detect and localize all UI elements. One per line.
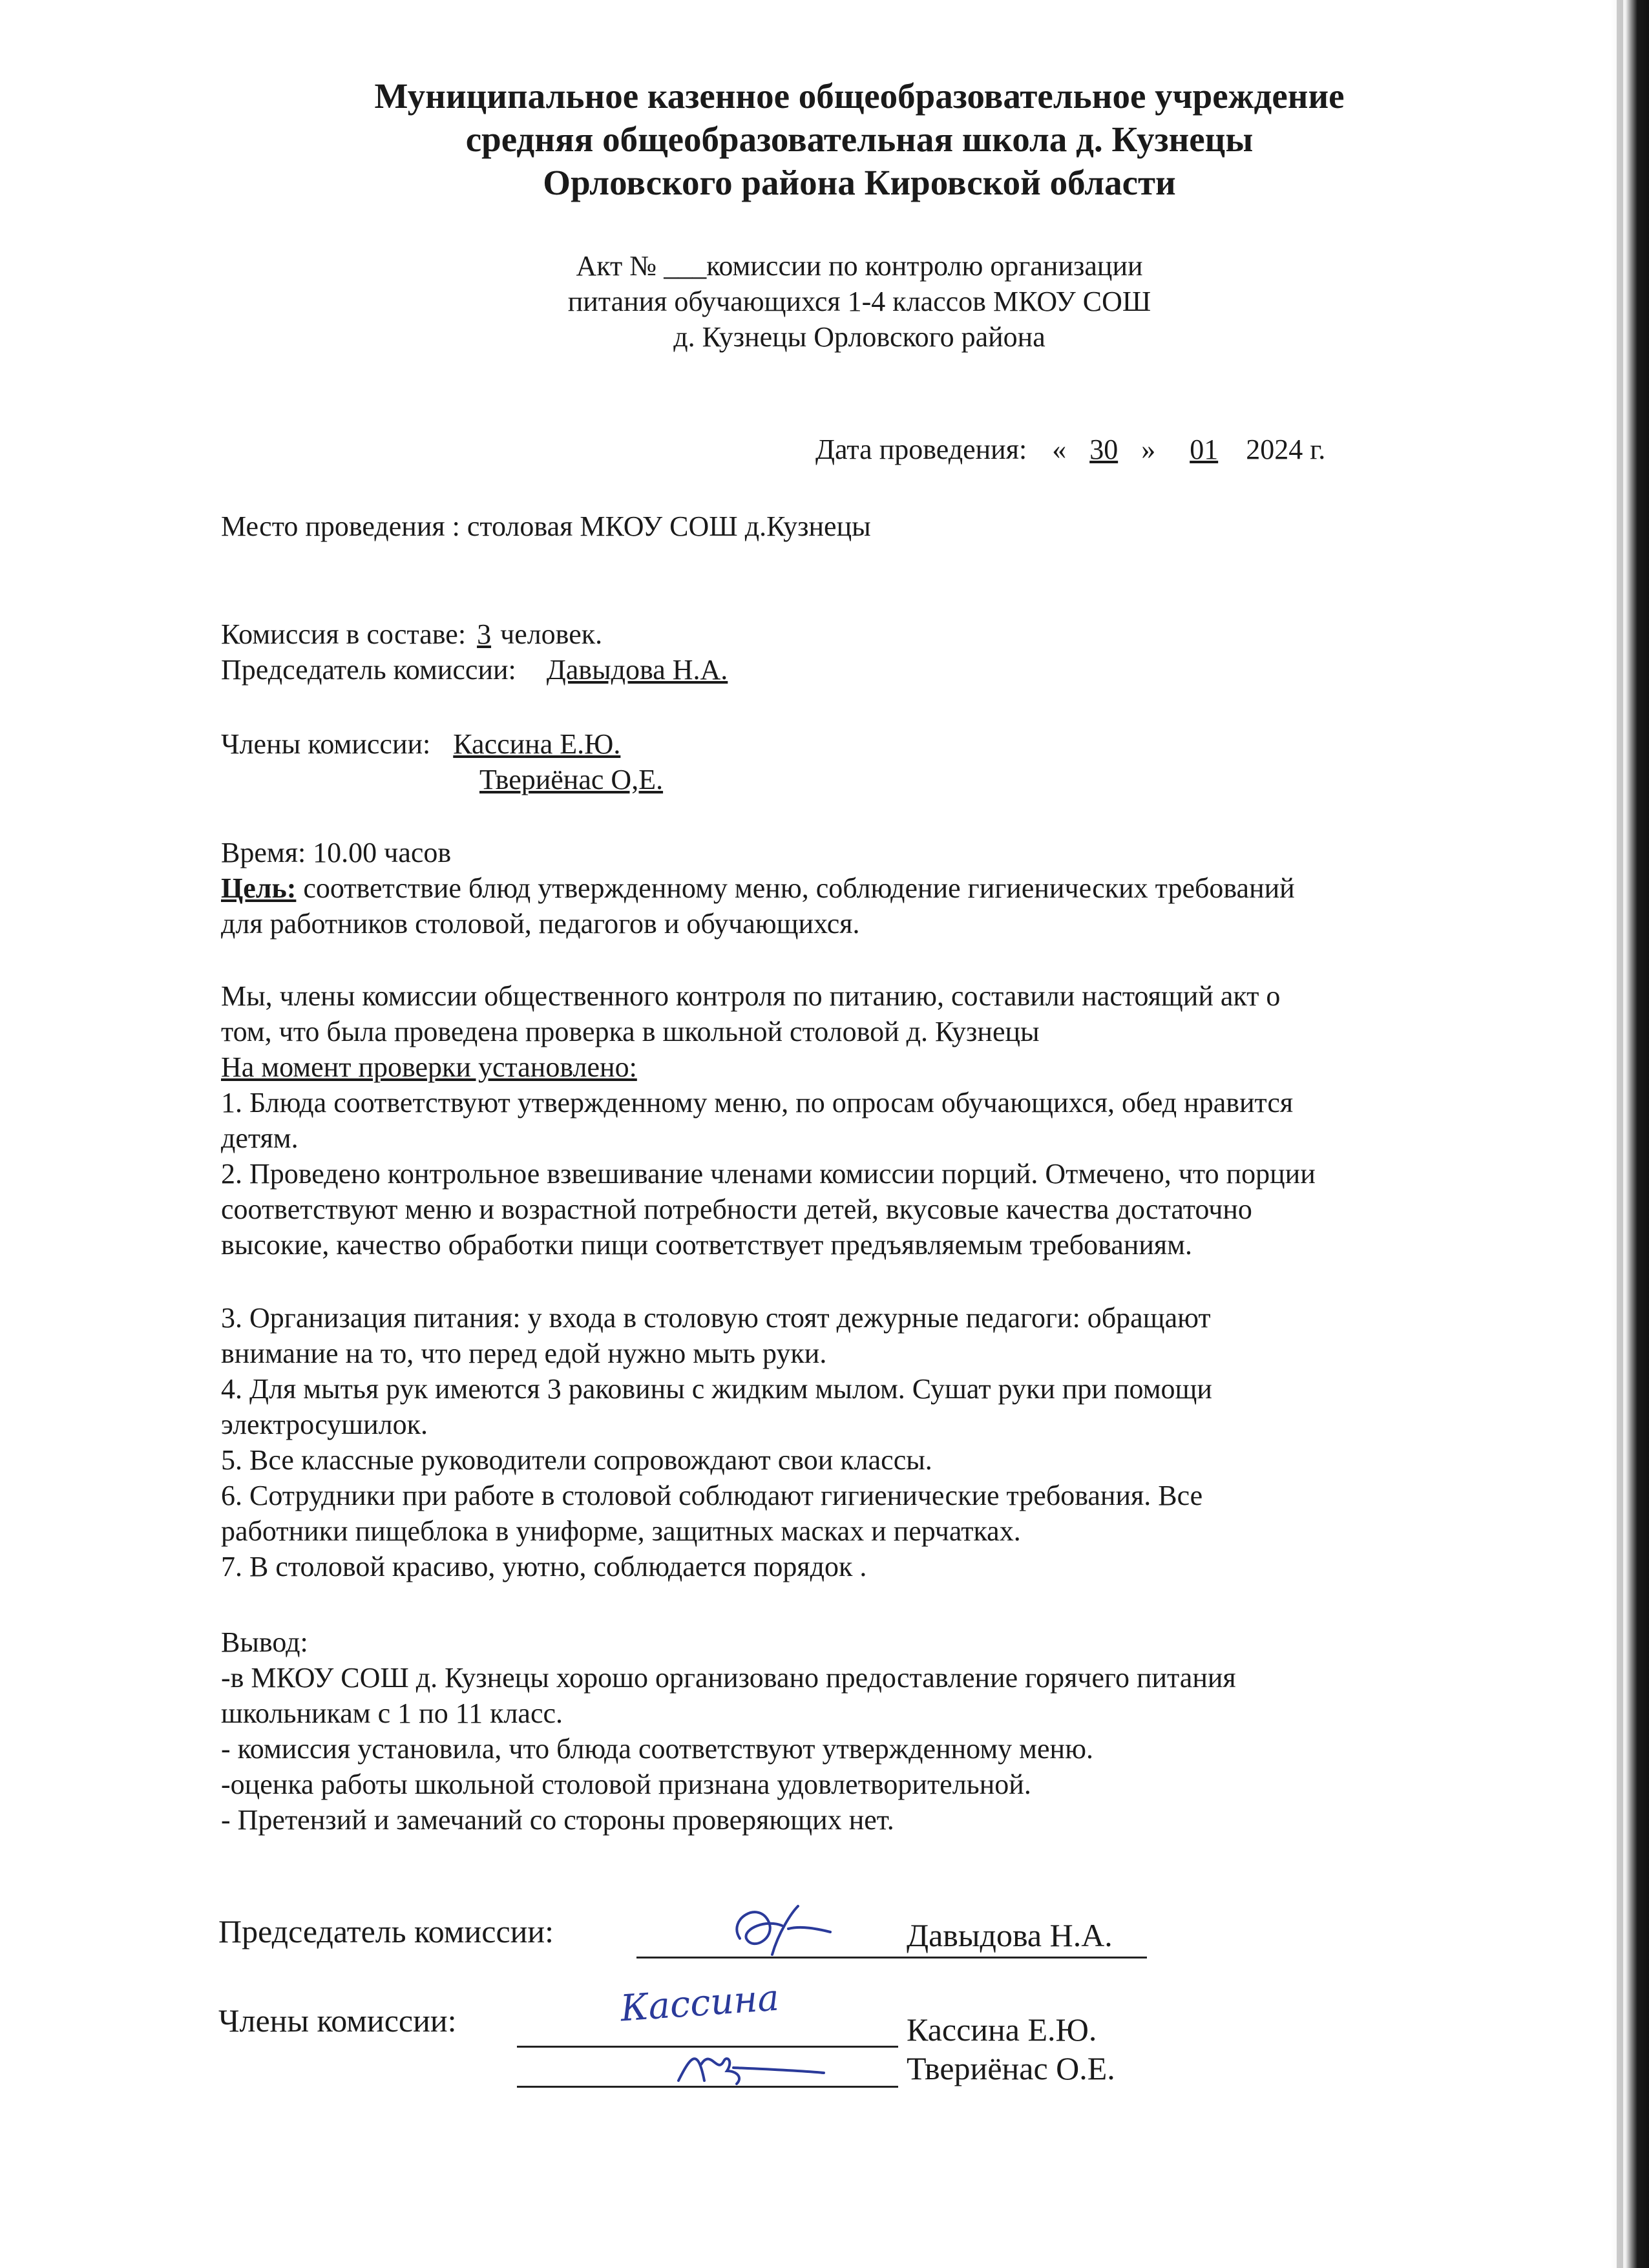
header-line-2: средняя общеобразовательная школа д. Кузнецы	[465, 120, 1254, 159]
intro-line-2: том, что была проведена проверка в школьной столовой д. Кузнецы	[221, 1016, 1040, 1047]
header-line-3: Орловского района Кировской области	[543, 163, 1176, 202]
finding-line: работники пищеблока в униформе, защитных масках и перчатках.	[221, 1515, 1021, 1547]
conclusion-line: - комиссия установила, что блюда соответствуют утвержденному меню.	[221, 1733, 1093, 1765]
date-year: 2024 г.	[1246, 434, 1326, 465]
date-line: Дата проведения: « 30 » 01 2024 г.	[815, 434, 1326, 465]
member-2-line	[479, 762, 663, 797]
scan-edge-shadow	[1610, 0, 1649, 2268]
finding-line: 3. Организация питания: у входа в столовую стоят дежурные педагоги: обращают	[221, 1302, 1211, 1334]
chair-name: Давыдова Н.А.	[546, 654, 728, 686]
conclusion-line: - Претензий и замечаний со стороны проверяющих нет.	[221, 1804, 894, 1836]
finding-line: 6. Сотрудники при работе в столовой соблюдают гигиенические требования. Все	[221, 1480, 1203, 1511]
header-line-1: Муниципальное казенное общеобразовательное учреждение	[374, 76, 1345, 116]
finding-line: высокие, качество обработки пищи соответствует предъявляемым требованиям.	[221, 1229, 1193, 1261]
members-label: Члены комиссии:	[221, 728, 431, 760]
time-line: Время: 10.00 часов	[221, 837, 452, 868]
conclusion-label: Вывод:	[221, 1626, 308, 1658]
finding-line: 7. В столовой красиво, уютно, соблюдается порядок .	[221, 1551, 867, 1582]
intro-line-1: Мы, члены комиссии общественного контроля по питанию, составили настоящий акт о	[221, 980, 1281, 1012]
member-1-name: Кассина Е.Ю.	[453, 728, 621, 760]
goal-label: Цель:	[221, 872, 297, 904]
date-month: 01	[1190, 434, 1219, 465]
commission-size-line	[221, 617, 602, 651]
commission-size-value: 3	[477, 618, 492, 650]
chair-label: Председатель комиссии:	[221, 654, 516, 686]
sign-chair-name: Давыдова Н.А.	[907, 1917, 1113, 1953]
act-title-line-3: д. Кузнецы Орловского района	[673, 321, 1045, 353]
finding-line: 4. Для мытья рук имеются 3 раковины с жидким мылом. Сушат руки при помощи	[221, 1373, 1212, 1405]
finding-line: электросушилок.	[221, 1409, 428, 1440]
date-day: 30	[1089, 434, 1119, 465]
date-label: Дата проведения:	[815, 434, 1027, 465]
conclusion-line: -оценка работы школьной столовой признана удовлетворительной.	[221, 1769, 1031, 1800]
sign-chair-rule	[636, 1957, 1147, 1958]
scan-edge-line	[1617, 0, 1623, 2268]
sign-chair-label: Председатель комиссии:	[218, 1913, 554, 1949]
finding-line: соответствуют меню и возрастной потребности детей, вкусовые качества достаточно	[221, 1193, 1252, 1225]
conclusion-line: -в МКОУ СОШ д. Кузнецы хорошо организовано предоставление горячего питания	[221, 1662, 1236, 1694]
conclusion-line: школьникам с 1 по 11 класс.	[221, 1697, 563, 1729]
sign-member-1-name: Кассина Е.Ю.	[907, 2011, 1097, 2048]
commission-size-label: Комиссия в составе:	[221, 618, 467, 650]
goal-line-2: для работников столовой, педагогов и обучающихся.	[221, 908, 860, 940]
act-title-line-1: Акт № ___комиссии по контролю организации	[576, 250, 1143, 282]
commission-size-suffix: человек.	[500, 618, 603, 650]
sign-member-2-name: Твериёнас О.Е.	[907, 2050, 1115, 2086]
goal-line-1	[221, 871, 1295, 905]
finding-line: 5. Все классные руководители сопровождают свои классы.	[221, 1444, 932, 1476]
act-title-line-2: питания обучающихся 1-4 классов МКОУ СОШ	[567, 286, 1151, 317]
finding-line: 1. Блюда соответствуют утвержденному меню, по опросам обучающихся, обед нравится	[221, 1087, 1294, 1118]
member-1-signature: Кассина	[619, 1977, 781, 2030]
established-heading: На момент проверки установлено:	[221, 1051, 637, 1083]
finding-line: 2. Проведено контрольное взвешивание членами комиссии порций. Отмечено, что порции	[221, 1158, 1316, 1190]
sign-members-label: Члены комиссии:	[218, 2002, 457, 2039]
place-line: Место проведения : столовая МКОУ СОШ д.Кузнецы	[221, 510, 871, 542]
chair-line	[221, 653, 728, 687]
member-2-signature	[672, 2042, 827, 2100]
member-2-name: Твериёнас О,Е.	[479, 764, 664, 795]
chair-signature	[720, 1893, 837, 1964]
finding-line: детям.	[221, 1122, 299, 1154]
finding-line: внимание на то, что перед едой нужно мыть руки.	[221, 1338, 827, 1369]
members-line	[221, 727, 620, 761]
goal-text-1: соответствие блюд утвержденному меню, соблюдение гигиенических требований	[296, 872, 1295, 904]
